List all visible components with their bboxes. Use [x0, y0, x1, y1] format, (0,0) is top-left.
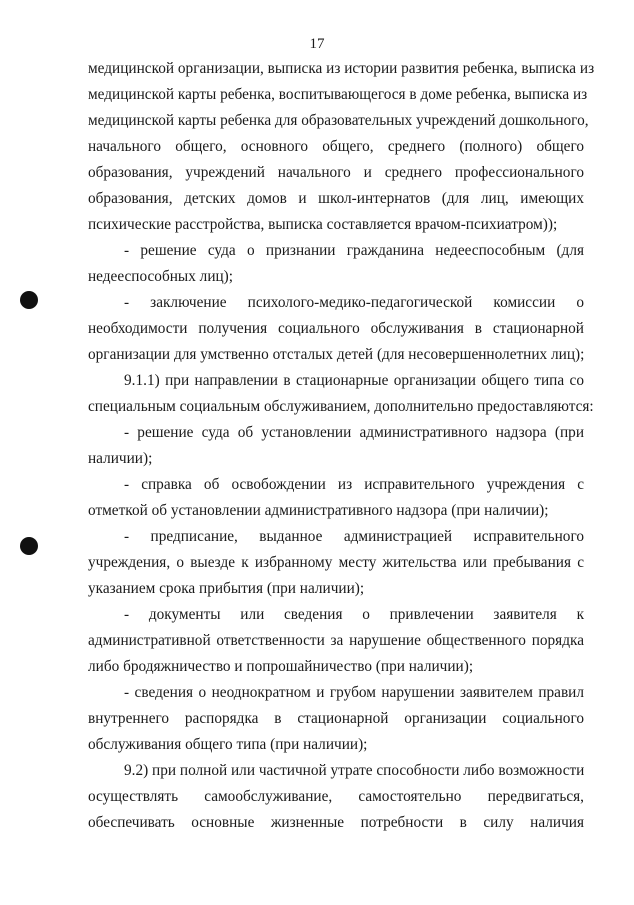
text-line: - документы или сведения о привлечении заявителя к: [124, 606, 584, 623]
text-line: медицинской организации, выписка из истории развития ребенка, выписка из: [88, 60, 595, 77]
text-line: - сведения о неоднократном и грубом нарушении заявителем правил: [124, 684, 584, 701]
text-line: отметкой об установлении административного надзора (при наличии);: [88, 502, 549, 519]
document-body: [88, 56, 595, 836]
text-line: 9.1.1) при направлении в стационарные организации общего типа со: [124, 372, 584, 389]
page-number: 17: [309, 36, 325, 52]
text-line: - справка об освобождении из исправительного учреждения с: [124, 476, 584, 493]
text-line: психические расстройства, выписка составляется врачом-психиатром));: [88, 216, 558, 233]
punch-hole-bottom: [20, 537, 38, 555]
text-line: образования, детских домов и школ-интернатов (для лиц, имеющих: [88, 190, 584, 207]
text-line: обслуживания общего типа (при наличии);: [88, 736, 368, 753]
text-line: медицинской карты ребенка, воспитывающегося в доме ребенка, выписка из: [88, 86, 588, 103]
text-line: административной ответственности за нарушение общественного порядка: [88, 632, 584, 649]
text-line: обеспечивать основные жизненные потребности в силу наличия: [88, 814, 584, 831]
text-line: - решение суда о признании гражданина недееспособным (для: [124, 242, 584, 259]
text-line: - предписание, выданное администрацией исправительного: [124, 528, 584, 545]
text-line: организации для умственно отсталых детей (для несовершеннолетних лиц);: [88, 346, 585, 363]
text-line: - решение суда об установлении административного надзора (при: [124, 424, 584, 441]
text-line: специальным социальным обслуживанием, дополнительно предоставляются:: [88, 398, 594, 415]
text-line: необходимости получения социального обслуживания в стационарной: [88, 320, 584, 337]
text-line: медицинской карты ребенка для образовательных учреждений дошкольного,: [88, 112, 589, 129]
text-line: наличии);: [88, 450, 153, 467]
text-line: 9.2) при полной или частичной утрате способности либо возможности: [124, 762, 585, 779]
text-line: недееспособных лиц);: [88, 268, 234, 285]
text-line: начального общего, основного общего, среднего (полного) общего: [88, 138, 584, 155]
text-line: осуществлять самообслуживание, самостоятельно передвигаться,: [88, 788, 584, 805]
text-line: либо бродяжничество и попрошайничество (при наличии);: [88, 658, 474, 675]
text-line: образования, учреждений начального и среднего профессионального: [88, 164, 584, 181]
punch-hole-top: [20, 291, 38, 309]
text-line: указанием срока прибытия (при наличии);: [88, 580, 365, 597]
text-line: - заключение психолого-медико-педагогической комиссии о: [124, 294, 584, 311]
text-line: внутреннего распорядка в стационарной организации социального: [88, 710, 584, 727]
text-line: учреждения, о выезде к избранному месту жительства или пребывания с: [88, 554, 584, 571]
